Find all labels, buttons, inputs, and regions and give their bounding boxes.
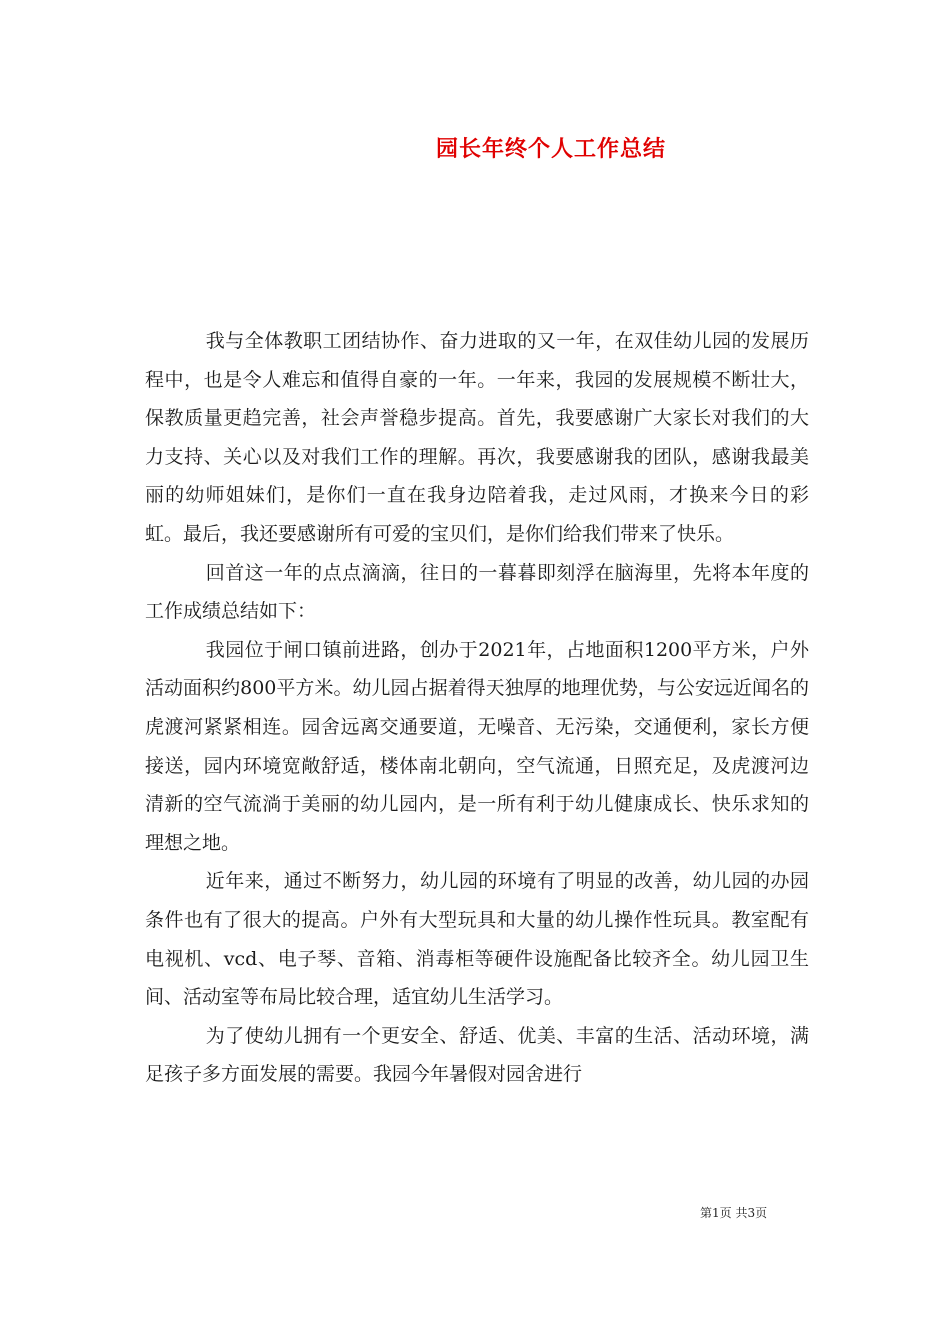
- paragraph-intro: 我与全体教职工团结协作、奋力进取的又一年，在双佳幼儿园的发展历程中，也是令人难忘和值得自豪的一年。一年来，我园的发展规模不断壮大，保教质量更趋完善，社会声誉稳步提高。首先，我要感谢广大家长对我们的大力支持、关心以及对我们工作的理解。再次，我要感谢我的团队，感谢我最美丽的幼师姐妹们，是你们一直在我身边陪着我，走过风雨，才换来今日的彩虹。最后，我还要感谢所有可爱的宝贝们，是你们给我们带来了快乐。: [145, 330, 809, 545]
- document-body: [145, 322, 809, 1094]
- paragraph-review: 回首这一年的点点滴滴，往日的一暮暮即刻浮在脑海里，先将本年度的工作成绩总结如下：: [145, 561, 809, 623]
- paragraph-location: 我园位于闸口镇前进路，创办于2021年，占地面积1200平方米，户外活动面积约800平方米。幼儿园占据着得天独厚的地理优势，与公安远近闻名的虎渡河紧紧相连。园舍远离交通要道，无噪音、无污染，交通便利，家长方便接送，园内环境宽敞舒适，楼体南北朝向，空气流通，日照充足，及虎渡河边清新的空气流淌于美丽的幼儿园内，是一所有利于幼儿健康成长、快乐求知的理想之地。: [145, 638, 809, 854]
- paragraph-facilities: 近年来，通过不断努力，幼儿园的环境有了明显的改善，幼儿园的办园条件也有了很大的提高。户外有大型玩具和大量的幼儿操作性玩具。教室配有电视机、vcd、电子琴、音箱、消毒柜等硬件设施配备比较齐全。幼儿园卫生间、活动室等布局比较合理，适宜幼儿生活学习。: [145, 870, 809, 1009]
- page-number-footer: 第1页 共3页: [700, 1206, 768, 1220]
- document-title: 园长年终个人工作总结: [435, 137, 666, 162]
- paragraph-environment: 为了使幼儿拥有一个更安全、舒适、优美、丰富的生活、活动环境，满足孩子多方面发展的需要。我园今年暑假对园舍进行: [145, 1024, 809, 1086]
